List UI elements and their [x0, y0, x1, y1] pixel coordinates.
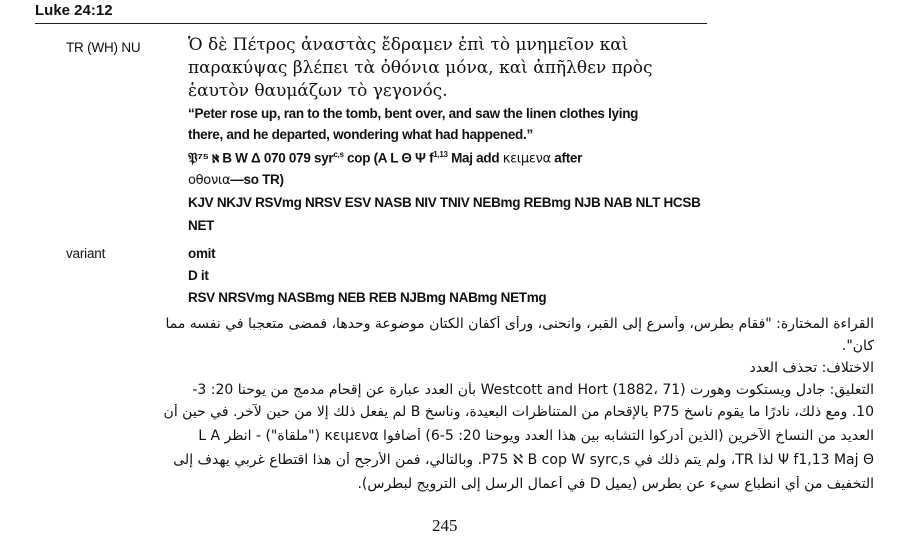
- arabic-line-2: كان".: [841, 338, 874, 354]
- verse-reference: Luke 24:12: [35, 2, 113, 19]
- witnesses-sup-syr: c,s: [333, 150, 344, 159]
- greek-line-1: Ὁ δὲ Πέτρος ἀναστὰς ἔδραμεν ἐπὶ τὸ μνημεῖον καὶ: [188, 35, 629, 55]
- variant-line-2: D it: [188, 268, 209, 283]
- versions-line-2: NET: [188, 218, 215, 233]
- witnesses-line-2: [188, 172, 284, 188]
- witnesses-greek-word: κειμενα: [502, 151, 551, 167]
- arabic-line-6: العديد من النساخ الآخرين (الذين أدركوا التشابه بين هذا العدد ويوحنا 20: 5-6) أضافوا κειμενα ("ملقاة") - انظر L A: [198, 428, 874, 444]
- witnesses-line2-greek: οθονια: [188, 173, 231, 188]
- arabic-line-3: الاختلاف: تحذف العدد: [749, 360, 874, 376]
- witnesses-line2-rest: —so TR): [230, 172, 284, 187]
- witnesses-after: after: [550, 150, 583, 166]
- versions-line-1: KJV NKJV RSVmg NRSV ESV NASB NIV TNIV NEBmg REBmg NJB NAB NLT HCSB: [188, 195, 701, 210]
- witnesses-end: Maj add: [447, 150, 503, 166]
- variant-line-1: omit: [188, 246, 216, 261]
- arabic-line-5: 10. ومع ذلك، نادرًا ما يقوم ناسخ P75 بالإقحام من المتناظرات البعيدة، وناسخ B لم يفعل ذلك إلا من حين لآخر. في حين أن: [163, 404, 874, 420]
- translation-line-1: “Peter rose up, ran to the tomb, bent over, and saw the linen clothes lying: [188, 106, 639, 121]
- header-rule: [35, 23, 707, 24]
- variant-line-3: RSV NRSVmg NASBmg NEB REB NJBmg NABmg NETmg: [188, 290, 547, 305]
- translation-line-2: there, and he departed, wondering what had happened.”: [188, 127, 533, 142]
- greek-line-2: παρακύψας βλέπει τὰ ὀθόνια μόνα, καὶ ἀπῆλθεν πρὸς: [188, 58, 653, 78]
- page-number: 245: [432, 516, 458, 535]
- arabic-line-4: التعليق: جادل ويستكوت وهورت Westcott and Hort (1882، 71) بأن العدد عبارة عن إقحام مدمج من يوحنا 20: 3-: [192, 382, 874, 398]
- reading-label: TR (WH) NU: [66, 40, 141, 55]
- arabic-line-8: التخفيف من أي انطباع سيء عن بطرس (يميل D في أعمال الرسل إلى الترويج لبطرس).: [357, 476, 874, 492]
- witnesses-mid: cop (A L Θ Ψ f: [343, 150, 434, 166]
- witnesses-main: 𝔓⁷⁵ ℵ B W Δ 070 079 syr: [188, 150, 334, 166]
- greek-line-3: ἑαυτὸν θαυμάζων τὸ γεγονός.: [188, 81, 448, 101]
- witnesses-line-1: [188, 150, 582, 167]
- variant-label: variant: [66, 246, 106, 261]
- arabic-line-7: Ψ f1,13 Maj Θ لذا TR، ولم يتم ذلك في P75 ℵ B cop W syrc,s. وبالتالي، فمن الأرجح أن هذا اقتطاع غربي يهدف إلى: [173, 452, 874, 468]
- arabic-line-1: القراءة المختارة: "فقام بطرس، وأسرع إلى القبر، وانحنى، ورأى أكفان الكتان موضوعة وحدها، فمضى متعجبا في نفسه مما: [165, 316, 874, 332]
- witnesses-sup-f: 1,13: [433, 150, 448, 159]
